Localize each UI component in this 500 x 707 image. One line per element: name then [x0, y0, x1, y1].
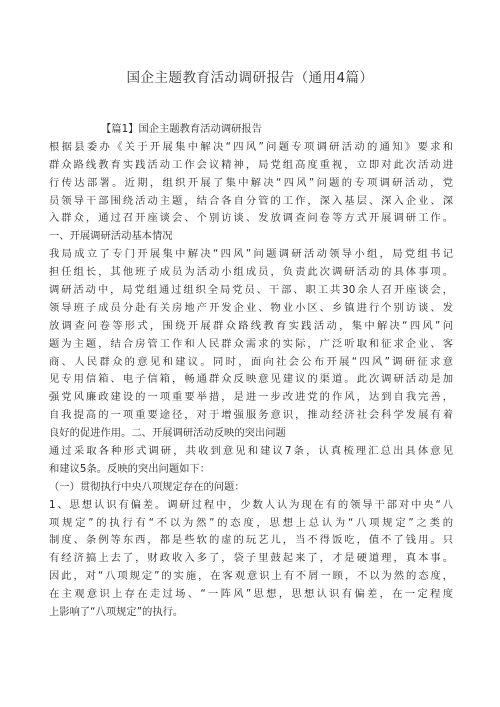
text-line: 见专用信箱、电子信箱，畅通群众反映意见建议的渠道。此次调研活动是加 [49, 373, 453, 386]
text-line: 强党风廉政建设的一项重要举措，是进一步改进党的作风，达到自我完善， [49, 391, 453, 404]
text-line: 一、开展调研活动基本情况 [49, 230, 173, 243]
text-line: 入群众，通过召开座谈会、个别访谈、发放调查问卷等方式开展调研工作。 [49, 212, 453, 225]
text-line: 员领导干部围绕活动主题，结合各自分管的工作，深入基层、深入企业、深 [49, 194, 453, 207]
text-line: 制度、条例等东西，都是些软的虚的玩艺儿，当不得饭吃，值不了钱用。只 [49, 534, 453, 547]
text-line: 1、思想认识有偏差。调研过程中，少数人认为现在有的领导干部对中央“八 [49, 498, 453, 511]
text-line: 题为主题，结合房管工作和人民群众需求的实际，广泛听取和征求企业、客 [49, 337, 453, 350]
text-line: 通过采取各种形式调研，共收到意见和建议7条，认真梳理汇总出具体意见 [49, 445, 453, 458]
text-line: 行传达部署。近期，组织开展了集中解决“四风”问题的专项调研活动，党 [49, 176, 453, 189]
text-line: 自我提高的一项重要途径，对于增强服务意识，推动经济社会科学发展有着 [49, 409, 453, 422]
document-title: 国企主题教育活动调研报告（通用4篇） [126, 70, 374, 86]
text-line: 群众路线教育实践活动工作会议精神，局党组高度重视，立即对此次活动进 [49, 158, 453, 171]
text-line: 良好的促进作用。二、开展调研活动反映的突出问题 [49, 427, 286, 440]
text-line: 调研活动中，局党组通过组织全局党员、干部、职工共30余人召开座谈会， [49, 284, 453, 297]
text-line: 放调查问卷等形式，围绕开展群众路线教育实践活动，集中解决“四风”问 [49, 319, 453, 332]
text-line: （一）贯彻执行中央八项规定存在的问题： [49, 480, 245, 493]
text-line: 担任组长，其他班子成员为活动小组成员，负责此次调研活动的具体事项。 [49, 266, 453, 279]
text-line: 商、人民群众的意见和建议。同时，面向社会公布开展“四风”调研征求意 [49, 355, 453, 368]
text-line: 和建议5条。反映的突出问题如下： [49, 462, 211, 475]
text-line: 领导班子成员分赴有关房地产开发企业、物业小区、乡镇进行个别访谈、发 [49, 301, 453, 314]
text-line: 上影响了“八项规定”的执行。 [49, 606, 184, 619]
text-line: 有经济搞上去了，财政收入多了，袋子里鼓起来了，才是硬道理，真本事。 [49, 552, 453, 565]
text-line: 【篇1】国企主题教育活动调研报告 [101, 123, 263, 135]
text-line: 在主观意识上存在走过场、“一阵风”思想，思想认识有偏差，在一定程度 [49, 588, 453, 601]
text-line: 我局成立了专门开展集中解决“四风”问题调研活动领导小组，局党组书记 [49, 248, 453, 261]
document-body [49, 121, 453, 622]
text-line: 因此，对“八项规定”的实施，在客观意识上有不屑一顾，不以为然的态度， [49, 570, 453, 583]
text-line: 根据县委办《关于开展集中解决“四风”问题专项调研活动的通知》要求和 [49, 140, 453, 153]
text-line: 项规定”的执行有“不以为然”的态度，思想上总认为“八项规定”之类的 [49, 516, 453, 529]
